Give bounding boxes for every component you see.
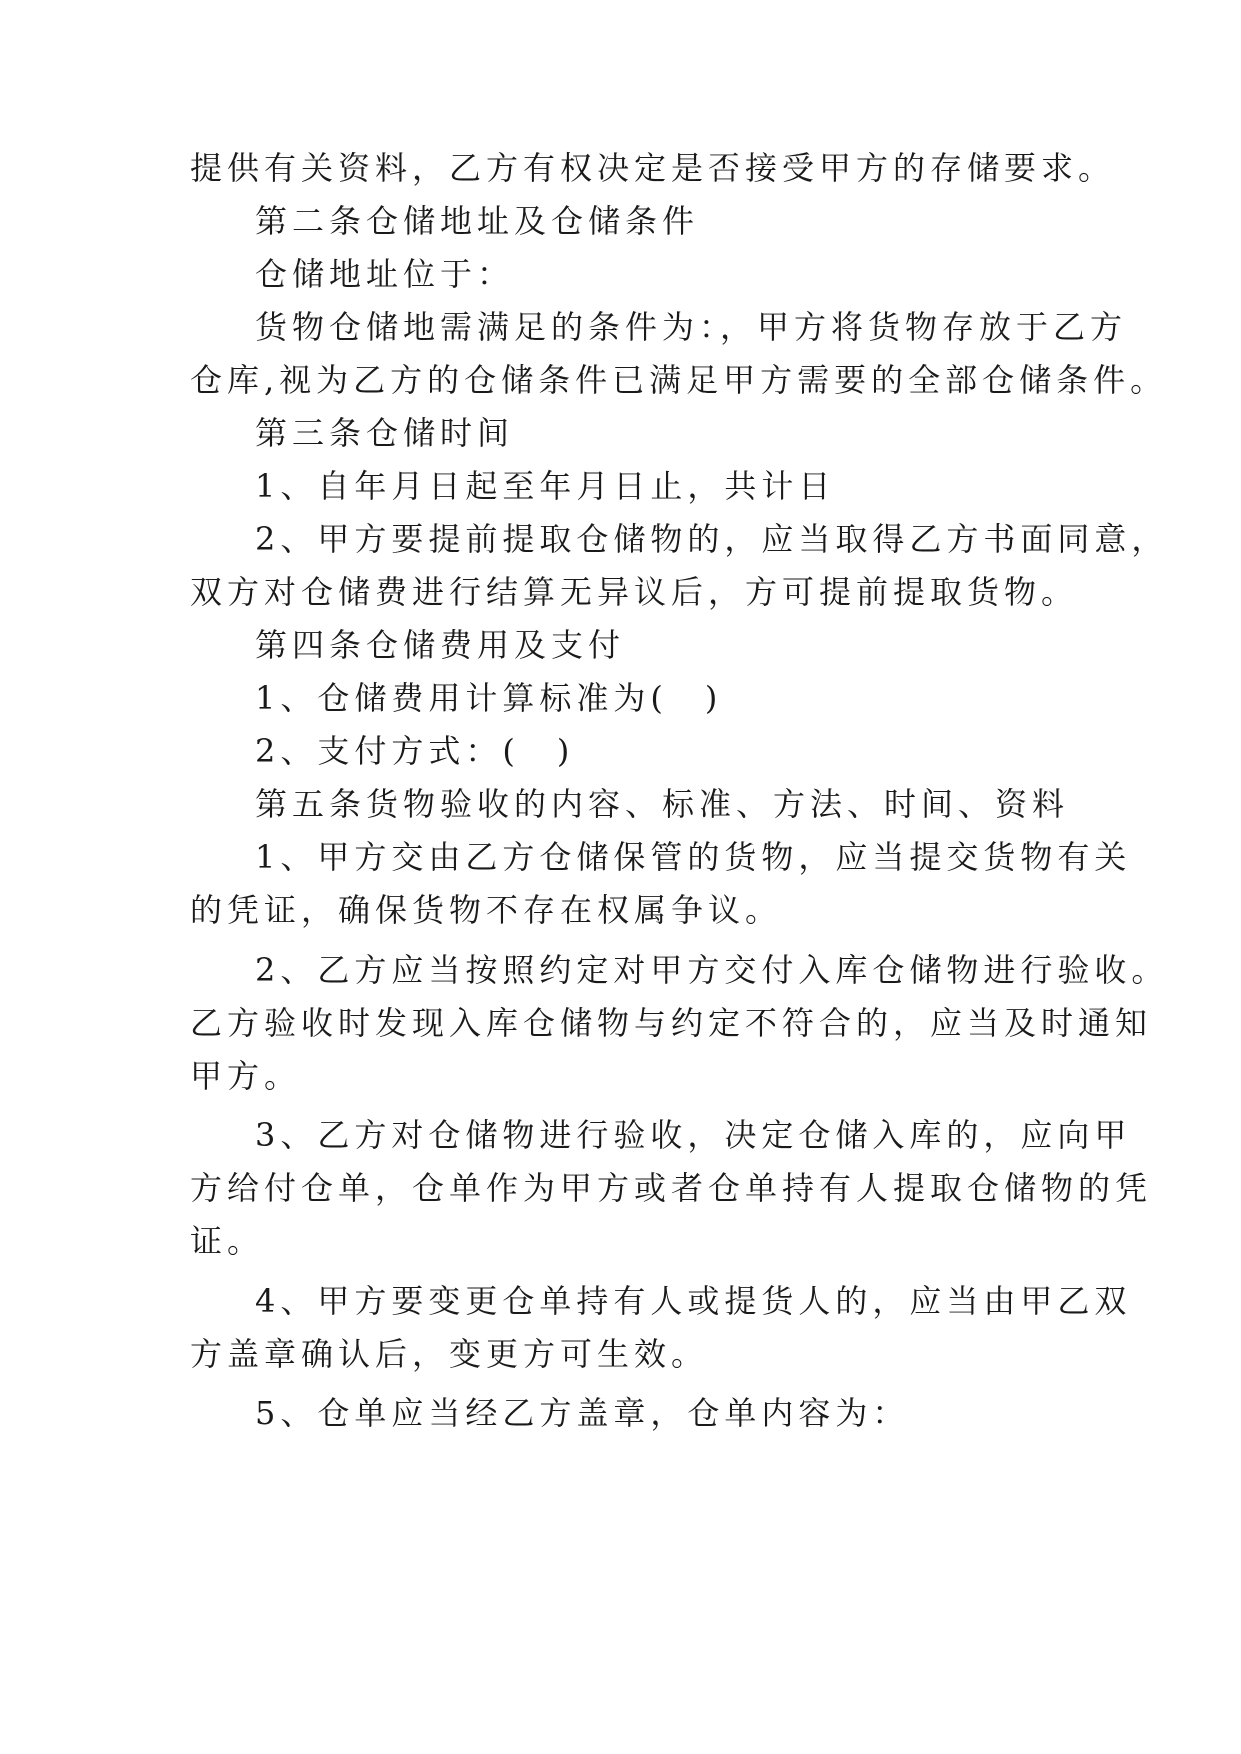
text-line: 甲方。: [190, 1057, 302, 1095]
text-line: 1、甲方交由乙方仓储保管的货物，应当提交货物有关: [255, 838, 1132, 876]
text-line: 仓储地址位于：: [255, 255, 515, 293]
text-line: 的凭证，确保货物不存在权属争议。: [190, 891, 783, 929]
text-line: 2、甲方要提前提取仓储物的，应当取得乙方书面同意，: [255, 520, 1169, 558]
section-heading: 第五条货物验收的内容、标准、方法、时间、资料: [255, 785, 1070, 823]
text-line: 1、仓储费用计算标准为( ): [255, 679, 723, 717]
text-line: 4、甲方要变更仓单持有人或提货人的，应当由甲乙双: [255, 1282, 1132, 1320]
section-heading: 第四条仓储费用及支付: [255, 626, 626, 664]
text-line: 1、自年月日起至年月日止，共计日: [255, 467, 836, 505]
text-line: 方盖章确认后，变更方可生效。: [190, 1335, 709, 1373]
text-line: 双方对仓储费进行结算无异议后，方可提前提取货物。: [190, 573, 1079, 611]
text-line: 仓库,视为乙方的仓储条件已满足甲方需要的全部仓储条件。: [190, 361, 1168, 399]
section-heading: 第三条仓储时间: [255, 414, 515, 452]
text-line: 5、仓单应当经乙方盖章，仓单内容为：: [255, 1394, 910, 1432]
section-heading: 第二条仓储地址及仓储条件: [255, 202, 700, 240]
text-line: 2、乙方应当按照约定对甲方交付入库仓储物进行验收。: [255, 951, 1169, 989]
text-line: 乙方验收时发现入库仓储物与约定不符合的，应当及时通知: [190, 1004, 1153, 1042]
text-line: 证。: [190, 1222, 265, 1260]
text-line: 3、乙方对仓储物进行验收，决定仓储入库的，应向甲: [255, 1116, 1132, 1154]
text-line: 方给付仓单，仓单作为甲方或者仓单持有人提取仓储物的凭: [190, 1169, 1153, 1207]
text-line: 货物仓储地需满足的条件为：，甲方将货物存放于乙方: [255, 308, 1128, 346]
text-line: 提供有关资料，乙方有权决定是否接受甲方的存储要求。: [190, 149, 1116, 187]
text-line: 2、支付方式：( ): [255, 732, 575, 770]
